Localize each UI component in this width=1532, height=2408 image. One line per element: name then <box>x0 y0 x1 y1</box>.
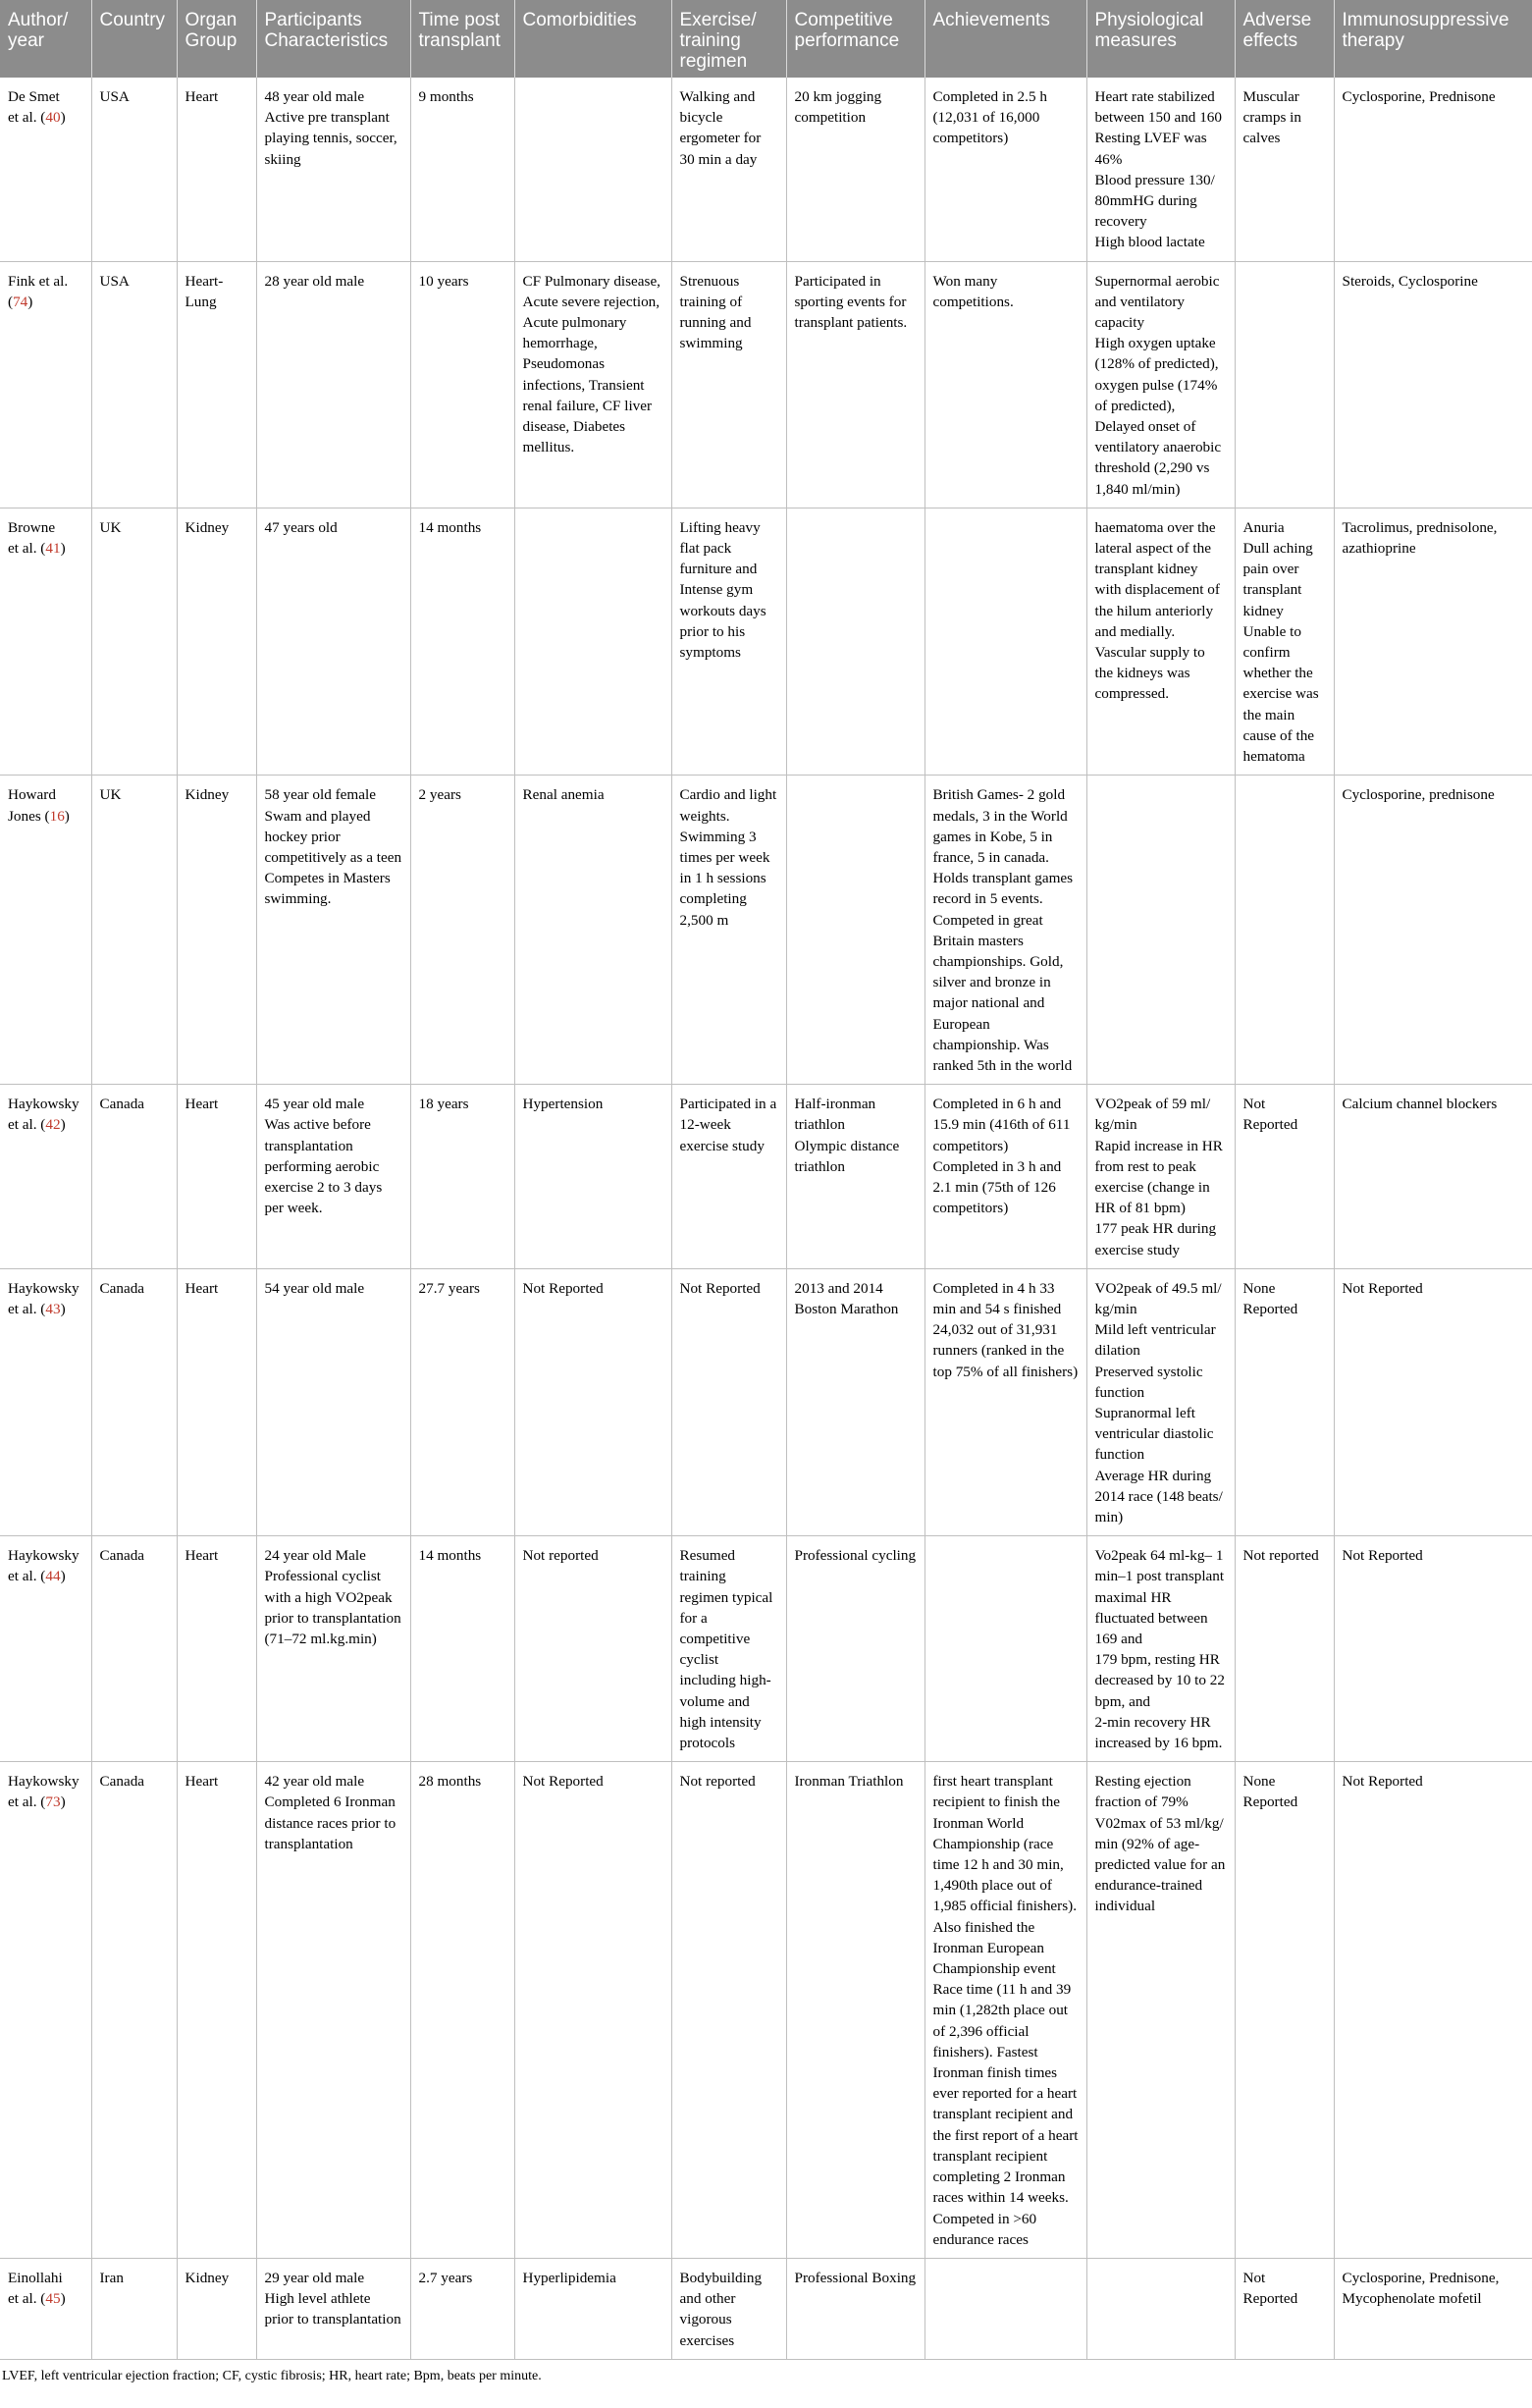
table-cell: VO2peak of 49.5 ml/ kg/min Mild left ventricular dilation Preserved systolic function Supranormal left ventricular diastolic function Average HR during 2014 race (148 beats/ min) <box>1086 1268 1235 1535</box>
author-text: Browne et al. ( <box>8 518 56 558</box>
column-header: Country <box>91 0 177 78</box>
table-cell: Walking and bicycle ergometer for 30 min a day <box>671 78 786 261</box>
table-cell: Not Reported <box>1334 1762 1532 2259</box>
author-text: Einollahi et al. ( <box>8 2269 63 2308</box>
reference-link[interactable]: 74 <box>13 293 28 310</box>
author-cell <box>0 1536 91 1762</box>
table-row <box>0 776 1532 1085</box>
table-cell: Resting ejection fraction of 79% V02max of 53 ml/kg/ min (92% of age-predicted value for an endurance-trained individual <box>1086 1762 1235 2259</box>
table-cell: Heart rate stabilized between 150 and 160 Resting LVEF was 46% Blood pressure 130/ 80mmHG during recovery High blood lactate <box>1086 78 1235 261</box>
table-cell <box>1235 261 1334 508</box>
table-cell: Steroids, Cyclosporine <box>1334 261 1532 508</box>
author-cell <box>0 1085 91 1269</box>
reference-link[interactable]: 43 <box>45 1300 61 1317</box>
author-text: Howard Jones ( <box>8 786 56 825</box>
table-cell: 14 months <box>410 508 514 775</box>
table-cell <box>924 1536 1086 1762</box>
table-cell: haematoma over the lateral aspect of the transplant kidney with displacement of the hilum anteriorly and medially. Vascular supply to the kidneys was compressed. <box>1086 508 1235 775</box>
table-cell: 2 years <box>410 776 514 1085</box>
author-text-end: ) <box>60 1793 66 1811</box>
table-cell: Not reported <box>514 1536 671 1762</box>
table-cell: Professional Boxing <box>786 2258 924 2359</box>
author-cell <box>0 2258 91 2359</box>
author-cell <box>0 78 91 261</box>
table-cell: None Reported <box>1235 1762 1334 2259</box>
table-cell: Not reported <box>1235 1536 1334 1762</box>
table-cell: Not Reported <box>1235 1085 1334 1269</box>
table-row <box>0 2258 1532 2359</box>
table-cell: Canada <box>91 1085 177 1269</box>
table-body <box>0 78 1532 2359</box>
table-cell: Won many competitions. <box>924 261 1086 508</box>
column-header: Achievements <box>924 0 1086 78</box>
table-cell: Muscular cramps in calves <box>1235 78 1334 261</box>
column-header: Immunosuppressive therapy <box>1334 0 1532 78</box>
table-cell <box>1235 776 1334 1085</box>
table-cell: Bodybuilding and other vigorous exercises <box>671 2258 786 2359</box>
table-cell: Cyclosporine, Prednisone, Mycophenolate mofetil <box>1334 2258 1532 2359</box>
reference-link[interactable]: 40 <box>45 109 61 127</box>
column-header: Participants Characteristics <box>256 0 410 78</box>
column-header: Organ Group <box>177 0 256 78</box>
table-cell: Heart <box>177 1085 256 1269</box>
table-cell: Cyclosporine, prednisone <box>1334 776 1532 1085</box>
table-footnote: LVEF, left ventricular ejection fraction; CF, cystic fibrosis; HR, heart rate; Bpm, beats per minute. <box>2 2368 542 2383</box>
table-cell: CF Pulmonary disease, Acute severe rejection, Acute pulmonary hemorrhage, Pseudomonas infections, Transient renal failure, CF liver disease, Diabetes mellitus. <box>514 261 671 508</box>
author-text: Haykowsky et al. ( <box>8 1279 79 1317</box>
table-cell: 47 years old <box>256 508 410 775</box>
table-cell: Kidney <box>177 508 256 775</box>
table-cell: 14 months <box>410 1536 514 1762</box>
table-cell: Professional cycling <box>786 1536 924 1762</box>
author-text-end: ) <box>60 2290 66 2308</box>
table-cell: Cardio and light weights. Swimming 3 times per week in 1 h sessions completing 2,500 m <box>671 776 786 1085</box>
author-text-end: ) <box>64 807 70 825</box>
table-cell: Supernormal aerobic and ventilatory capacity High oxygen uptake (128% of predicted), oxygen pulse (174% of predicted), Delayed onset of ventilatory anaerobic threshold (2,290 vs 1,840 ml/min) <box>1086 261 1235 508</box>
table-cell <box>1086 2258 1235 2359</box>
author-text: Fink et al. ( <box>8 272 69 310</box>
table-cell: Vo2peak 64 ml-kg– 1 min–1 post transplant maximal HR fluctuated between 169 and 179 bpm, resting HR decreased by 10 to 22 bpm, and 2-min recovery HR increased by 16 bpm. <box>1086 1536 1235 1762</box>
table-row <box>0 261 1532 508</box>
header-row <box>0 0 1532 78</box>
author-cell <box>0 261 91 508</box>
author-cell <box>0 508 91 775</box>
author-text: Haykowsky et al. ( <box>8 1773 79 1811</box>
table-cell: Half-ironman triathlon Olympic distance triathlon <box>786 1085 924 1269</box>
table-cell: 18 years <box>410 1085 514 1269</box>
table-cell: Participated in sporting events for transplant patients. <box>786 261 924 508</box>
table-cell: VO2peak of 59 ml/ kg/min Rapid increase in HR from rest to peak exercise (change in HR of 81 bpm) 177 peak HR during exercise study <box>1086 1085 1235 1269</box>
table-cell: Canada <box>91 1536 177 1762</box>
table-cell: Cyclosporine, Prednisone <box>1334 78 1532 261</box>
reference-link[interactable]: 73 <box>45 1793 61 1811</box>
table-cell: Heart <box>177 1268 256 1535</box>
table-cell <box>514 508 671 775</box>
column-header: Exercise/ training regimen <box>671 0 786 78</box>
table-cell: 28 year old male <box>256 261 410 508</box>
table-row <box>0 78 1532 261</box>
table-cell: 2.7 years <box>410 2258 514 2359</box>
table-cell: Not Reported <box>514 1268 671 1535</box>
table-cell <box>924 2258 1086 2359</box>
table-cell: Heart <box>177 78 256 261</box>
author-text-end: ) <box>60 540 66 558</box>
table-cell: Ironman Triathlon <box>786 1762 924 2259</box>
column-header: Adverse effects <box>1235 0 1334 78</box>
author-cell <box>0 1762 91 2259</box>
table-cell: UK <box>91 776 177 1085</box>
table-cell: Not reported <box>671 1762 786 2259</box>
table-cell: Canada <box>91 1762 177 2259</box>
table-cell: Completed in 6 h and 15.9 min (416th of 611 competitors) Completed in 3 h and 2.1 min (75th of 126 competitors) <box>924 1085 1086 1269</box>
table-cell <box>786 508 924 775</box>
table-cell: Heart- Lung <box>177 261 256 508</box>
table-cell <box>1086 776 1235 1085</box>
table-row <box>0 508 1532 775</box>
reference-link[interactable]: 41 <box>45 540 61 558</box>
author-text: Haykowsky et al. ( <box>8 1096 79 1134</box>
table-cell <box>924 508 1086 775</box>
column-header: Physiological measures <box>1086 0 1235 78</box>
table-cell: 48 year old male Active pre transplant playing tennis, soccer, skiing <box>256 78 410 261</box>
table-cell: Lifting heavy flat pack furniture and Intense gym workouts days prior to his symptoms <box>671 508 786 775</box>
table-cell: Not Reported <box>1334 1536 1532 1762</box>
column-header: Time post transplant <box>410 0 514 78</box>
table-cell: 20 km jogging competition <box>786 78 924 261</box>
author-text-end: ) <box>60 1568 66 1585</box>
author-cell <box>0 776 91 1085</box>
table-cell: Not Reported <box>514 1762 671 2259</box>
table-cell: Not Reported <box>1334 1268 1532 1535</box>
table-cell: 42 year old male Completed 6 Ironman distance races prior to transplantation <box>256 1762 410 2259</box>
table-cell: first heart transplant recipient to finish the Ironman World Championship (race time 12 h and 30 min, 1,490th place out of 1,985 official finishers). Also finished the Ironman European Championship event Race time (11 h and 39 min (1,282th place out of 2,396 official finishers). Fastest Ironman finish times ever reported for a heart transplant recipient and the first report of a heart transplant recipient completing 2 Ironman races within 14 weeks. Competed in >60 endurance races <box>924 1762 1086 2259</box>
table-cell: Anuria Dull aching pain over transplant kidney Unable to confirm whether the exercise was the main cause of the hematoma <box>1235 508 1334 775</box>
reference-link[interactable]: 16 <box>49 807 65 825</box>
column-header: Competitive performance <box>786 0 924 78</box>
table-cell: Not Reported <box>1235 2258 1334 2359</box>
table-cell: Strenuous training of running and swimming <box>671 261 786 508</box>
table-cell: 24 year old Male Professional cyclist with a high VO2peak prior to transplantation (71–72 ml.kg.min) <box>256 1536 410 1762</box>
table-cell: 54 year old male <box>256 1268 410 1535</box>
reference-link[interactable]: 45 <box>45 2290 61 2308</box>
table-cell: Canada <box>91 1268 177 1535</box>
table-cell: USA <box>91 78 177 261</box>
table-cell: Hyperlipidemia <box>514 2258 671 2359</box>
author-text-end: ) <box>60 1300 66 1317</box>
table-cell: Kidney <box>177 776 256 1085</box>
reference-link[interactable]: 42 <box>45 1116 61 1134</box>
table-cell: Calcium channel blockers <box>1334 1085 1532 1269</box>
table-cell <box>514 78 671 261</box>
table-cell: 58 year old female Swam and played hockey prior competitively as a teen Competes in Masters swimming. <box>256 776 410 1085</box>
table-cell: Resumed training regimen typical for a competitive cyclist including high-volume and high intensity protocols <box>671 1536 786 1762</box>
author-text-end: ) <box>60 109 66 127</box>
column-header: Author/ year <box>0 0 91 78</box>
author-cell <box>0 1268 91 1535</box>
table-cell: Heart <box>177 1762 256 2259</box>
table-cell: Tacrolimus, prednisolone, azathioprine <box>1334 508 1532 775</box>
table-cell: Not Reported <box>671 1268 786 1535</box>
table-cell: Iran <box>91 2258 177 2359</box>
table-cell: 29 year old male High level athlete prior to transplantation <box>256 2258 410 2359</box>
table-cell: 45 year old male Was active before transplantation performing aerobic exercise 2 to 3 days per week. <box>256 1085 410 1269</box>
table-cell: British Games- 2 gold medals, 3 in the World games in Kobe, 5 in france, 5 in canada. Holds transplant games record in 5 events. Competed in great Britain masters championships. Gold, silver and bronze in major national and European championship. Was ranked 5th in the world <box>924 776 1086 1085</box>
table-cell: 9 months <box>410 78 514 261</box>
table-cell: 27.7 years <box>410 1268 514 1535</box>
table-cell: 10 years <box>410 261 514 508</box>
table-row <box>0 1085 1532 1269</box>
author-text: Haykowsky et al. ( <box>8 1547 79 1585</box>
table-cell: Hypertension <box>514 1085 671 1269</box>
table-row <box>0 1536 1532 1762</box>
table-cell: Completed in 4 h 33 min and 54 s finished 24,032 out of 31,931 runners (ranked in the top 75% of all finishers) <box>924 1268 1086 1535</box>
table-cell: 2013 and 2014 Boston Marathon <box>786 1268 924 1535</box>
author-text-end: ) <box>60 1116 66 1134</box>
table-cell <box>786 776 924 1085</box>
table-cell: Participated in a 12-week exercise study <box>671 1085 786 1269</box>
table-cell: Completed in 2.5 h (12,031 of 16,000 competitors) <box>924 78 1086 261</box>
table-header <box>0 0 1532 78</box>
reference-link[interactable]: 44 <box>45 1568 61 1585</box>
table-cell: None Reported <box>1235 1268 1334 1535</box>
table-row <box>0 1762 1532 2259</box>
table-cell: UK <box>91 508 177 775</box>
table-row <box>0 1268 1532 1535</box>
table-cell: 28 months <box>410 1762 514 2259</box>
table-cell: USA <box>91 261 177 508</box>
column-header: Comorbidities <box>514 0 671 78</box>
author-text: De Smet et al. ( <box>8 88 60 127</box>
author-text-end: ) <box>27 293 33 310</box>
table-cell: Kidney <box>177 2258 256 2359</box>
table-cell: Heart <box>177 1536 256 1762</box>
table-cell: Renal anemia <box>514 776 671 1085</box>
